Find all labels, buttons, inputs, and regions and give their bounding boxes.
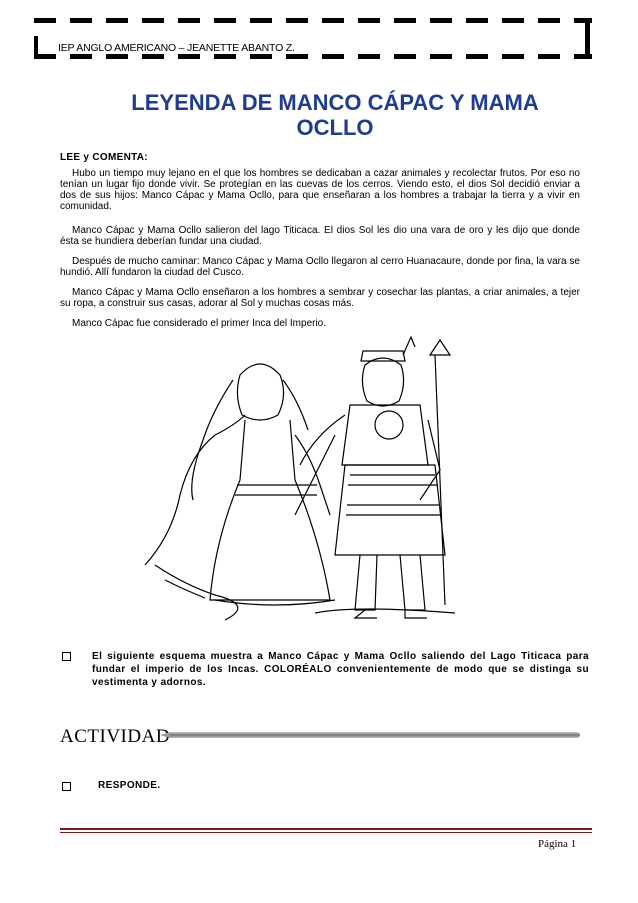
page-number: Página 1 xyxy=(538,838,577,850)
title-line-1: LEYENDA DE MANCO CÁPAC Y MAMA xyxy=(131,90,539,115)
header-dashed-border-bottom xyxy=(34,54,592,60)
activity-heading: ACTIVIDAD xyxy=(60,726,171,747)
paragraph-4 xyxy=(60,287,580,309)
header-border-right xyxy=(585,22,590,58)
paragraph-5-text: Manco Cápac fue considerado el primer Inca del Imperio. xyxy=(72,318,327,329)
activity-bar-tip xyxy=(160,732,170,738)
paragraph-3-text: Después de mucho caminar: Manco Cápac y Mama Ocllo llegaron al cerro Huanacaure, donde por fina, la vara se hundió. Allí fundaron la ciudad del Cusco. xyxy=(60,256,580,278)
title-line-2: OCLLO xyxy=(296,115,374,140)
header-border-left xyxy=(34,36,38,58)
instruction-bullet-icon xyxy=(62,652,71,661)
coloring-instruction: El siguiente esquema muestra a Manco Cápac y Mama Ocllo saliendo del Lago Titicaca para fundar el imperio de los Incas. COLORÉALO convenientemente de modo que se distinga su vestimenta y adornos. xyxy=(92,651,589,688)
footer-rule-thin xyxy=(60,832,592,833)
activity-decorative-bar xyxy=(170,732,580,738)
paragraph-4-text: Manco Cápac y Mama Ocllo enseñaron a los hombres a sembrar y cosechar las plantas, a criar animales, a tejer su ropa, a construir sus casas, adorar al Sol y muchas cosas más. xyxy=(60,287,580,309)
manco-capac-mama-ocllo-illustration xyxy=(135,335,505,625)
section-label: LEE y COMENTA: xyxy=(60,152,148,163)
paragraph-2-text: Manco Cápac y Mama Ocllo salieron del lago Titicaca. El dios Sol les dio una vara de oro y les dijo que donde ésta se hundiera deberían fundar una ciudad. xyxy=(60,225,580,247)
footer-rule-thick xyxy=(60,828,592,830)
paragraph-1-text: Hubo un tiempo muy lejano en el que los hombres se dedicaban a cazar animales y recolectar frutos. Por eso no tenían un lugar fijo donde vivir. Se protegían en las cuevas de los cerros. Viendo esto, el dios Sol decidió enviar a dos de sus hijos: Manco Cápac y Mama Ocllo, para que enseñaran a los hombres a trabajar la tierra y a vivir en comunidad. xyxy=(60,168,580,212)
paragraph-3 xyxy=(60,256,580,278)
paragraph-2 xyxy=(60,225,580,247)
paragraph-5 xyxy=(60,318,580,329)
activity-task: RESPONDE. xyxy=(98,780,161,791)
paragraph-1 xyxy=(60,168,580,212)
responde-bullet-icon xyxy=(62,782,71,791)
page-title xyxy=(60,90,610,140)
header-dashed-border-top xyxy=(34,18,592,24)
header-school-text: IEP ANGLO AMERICANO – JEANETTE ABANTO Z. xyxy=(58,42,295,54)
